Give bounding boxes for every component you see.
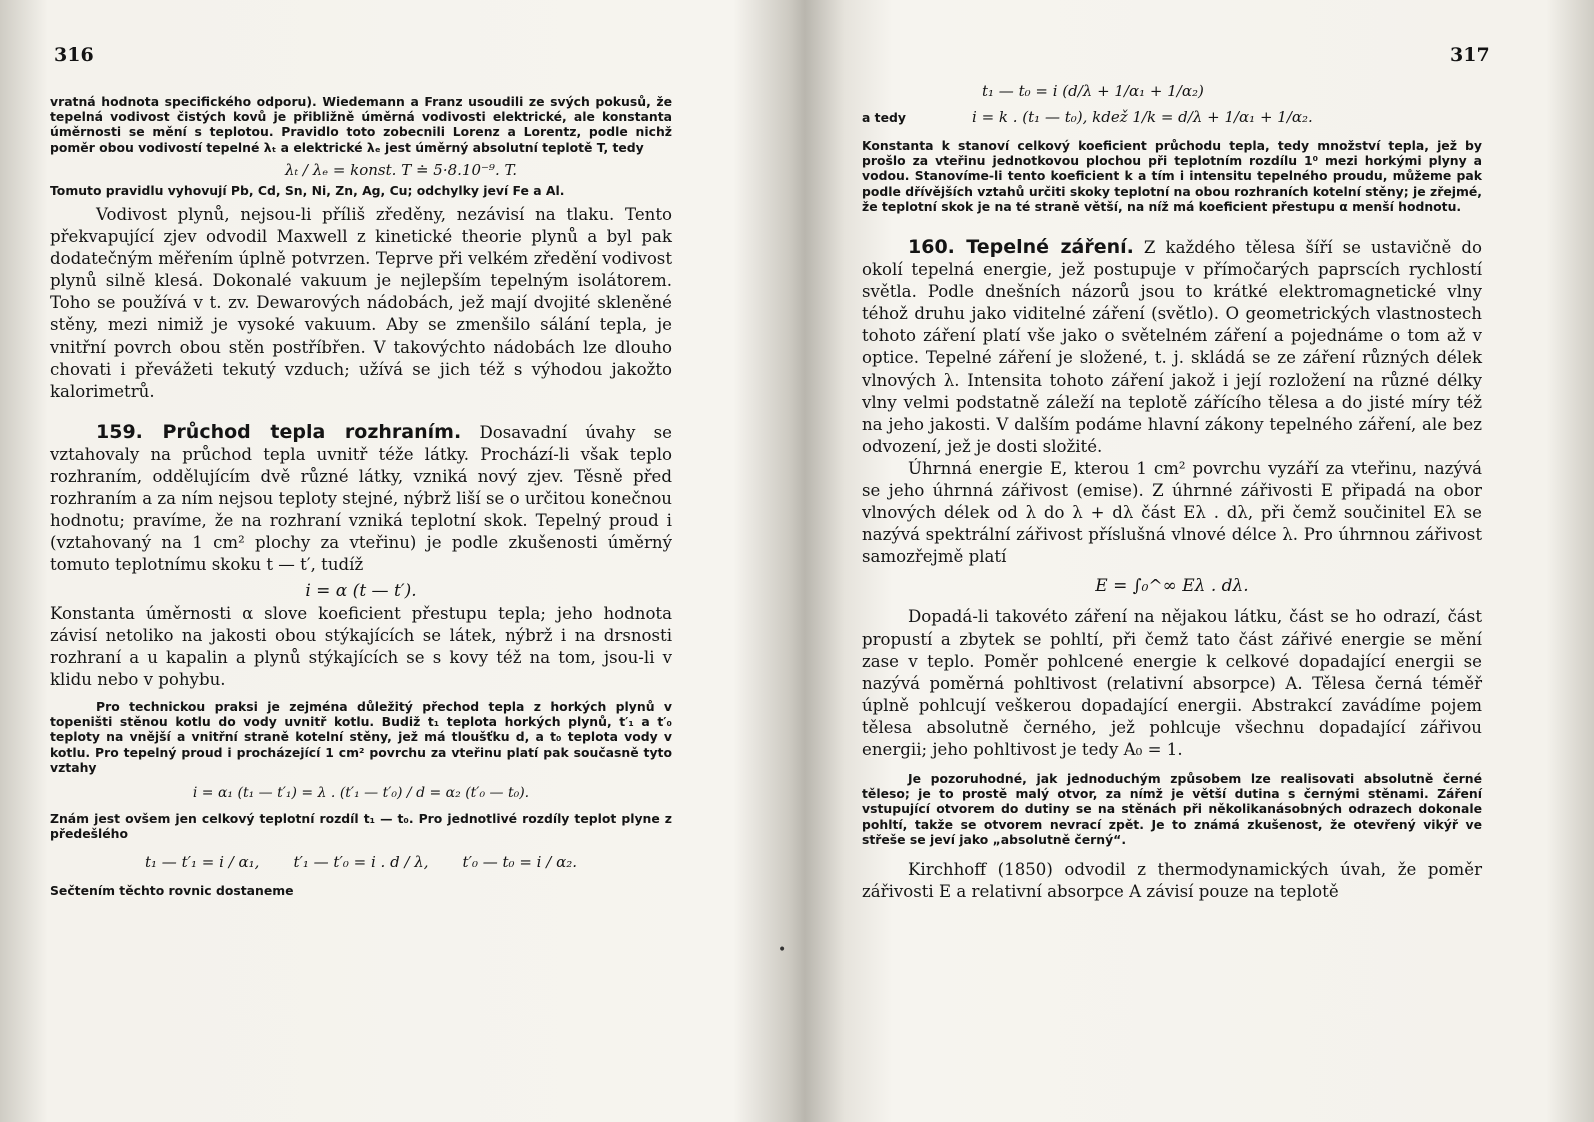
paragraph-gas-conductivity: Vodivost plynů, nejsou-li příliš zředěny, nezávisí na tlaku. Tento překvapující zjev odvodil Maxwell z kinetické theorie plynů a byl pak dodatečným měřením úplně potvrzen. Teprve při velkém zředění vodivost plynů silně klesá. Dokonalé vakuum je nejlepším tepelným isolátorem. Toho se používá v t. zv. Dewarových nádobách, jež mají dvojité skleněné stěny, mezi nimiž je vysoké vakuum. Aby se zmenšilo sálání tepla, je vnitřní povrch obou stěn postříbřen. V takovýchto nádobách lze dlouho chovati i převážeti tekutý vzduch; užívá se jich též s výhodou jakožto kalorimetrů.: [50, 205, 672, 401]
text-a-tedy: a tedy: [862, 109, 906, 125]
formula-total-coefficient: i = k . (t₁ — t₀), kdež 1/k = d/λ + 1/α₁ + 1/α₂.: [972, 108, 1313, 126]
left-page-text: [50, 94, 672, 899]
paragraph-absorption: Dopadá-li takovéto záření na nějakou látku, část se ho odrazí, část propustí a zbytek se pohltí, při čemž tato část zářivé energie se mění zase v teplo. Poměr pohlcené energie k celkové dopadající energii se nazývá poměrná pohltivost (relativní absorpce) A. Tělesa černá téměř úplně pohlcují veškerou dopadající energii. Abstrakcí zavádíme pojem tělesa absolutně černého, jež pohlcuje všechnu dopadající zářivou energii; jeho pohltivost je tedy A₀ = 1.: [862, 607, 1482, 759]
paragraph-transfer-coefficient: Konstanta úměrnosti α slove koeficient přestupu tepla; jeho hodnota závisí netoliko na jakosti obou stýkajících se látek, nýbrž i na drsnosti rozhraní a u kapalin a plynů stýkajících se s kovy též na tom, jsou-li v klidu nebo v pohybu.: [50, 603, 672, 689]
formula-boiler-system: i = α₁ (t₁ — t′₁) = λ . (t′₁ — t′₀) / d = α₂ (t′₀ — t₀).: [192, 784, 530, 801]
formula-total-difference: t₁ — t₀ = i (d/λ + 1/α₁ + 1/α₂): [982, 82, 1204, 100]
section-heading-160: 160. Tepelné záření.: [908, 236, 1134, 259]
right-page: [790, 0, 1594, 1122]
formula-differences-row: [50, 853, 672, 871]
formula-k-row: [862, 108, 1482, 126]
section-heading-159: 159. Průchod tepla rozhraním.: [96, 420, 462, 443]
right-page-text: [862, 82, 1482, 903]
formula-difference: t′₁ — t′₀ = i . d / λ,: [293, 853, 429, 872]
paragraph-section-159: [50, 421, 672, 577]
paragraph-kirchhoff: Kirchhoff (1850) odvodil z thermodynamických úvah, že poměr zářivosti E a relativní absorpce A závisí pouze na teplotě: [862, 860, 1482, 902]
paragraph-interface-text: Dosavadní úvahy se vztahovaly na průchod tepla uvnitř téže látky. Prochází-li však teplo rozhraním, oddělujícím dvě různé látky, vzniká nový zjev. Těsně před rozhraním a za ním nejsou teploty stejné, nýbrž liší se o určitou konečnou hodnotu; pravíme, že na rozhraní vzniká teplotní skok. Tepelný proud i (vztahovaný na 1 cm² plochy za vteřinu) je podle zkušenosti úměrný tomuto teplotnímu skoku t — t′, tudíž: [50, 422, 672, 575]
paragraph-black-body: Je pozoruhodné, jak jednoduchým způsobem lze realisovati absolutně černé těleso; je to prostě malý otvor, za nímž je větší dutina s černými stěnami. Záření vstupující otvorem do dutiny se na stěnách při několikanásobných odrazech dokonale pohltí, takže se otvorem nevrací zpět. Je to známá zkušenost, že otevřený vikýř ve střeše se jeví jako „absolutně černý“.: [862, 771, 1482, 847]
paragraph-total-coefficient: Konstanta k stanoví celkový koeficient průchodu tepla, tedy množství tepla, jež by prošlo za vteřinu jednotkovou plochou při teplotním rozdílu 1⁰ mezi horkými plyny a vodou. Stanovíme-li tento koeficient k a tím i intensitu tepelného proudu, můžeme pak podle dřívějších vztahů určiti skoky teplotní na obou rozhraních kotelní stěny; je zřejmé, že teplotní skok je na té straně větší, na níž má koeficient přestupu α menší hodnotu.: [862, 138, 1482, 214]
paragraph-boiler: Pro technickou praksi je zejména důležitý přechod tepla z horkých plynů v topeništi stěnou kotlu do vody uvnitř kotlu. Budiž t₁ teplota horkých plynů, t′₁ a t′₀ teploty na vnější a vnitřní straně kotelní stěny, jež má tloušťku d, a t₀ teplota vody v kotlu. Pro tepelný proud i procházející 1 cm² povrchu za vteřinu platí pak současně tyto vztahy: [50, 698, 672, 775]
gutter-mark: •: [778, 942, 787, 958]
page-number: 316: [54, 44, 94, 66]
formula-difference: t₁ — t′₁ = i / α₁,: [145, 853, 260, 872]
formula-transfer-coefficient: i = α (t — t′).: [305, 580, 417, 601]
paragraph-section-160: [862, 236, 1482, 458]
page-number: 317: [1450, 44, 1490, 66]
left-page: [0, 0, 760, 1122]
paragraph-thermal-radiation: Z každého tělesa šíří se ustavičně do okolí tepelná energie, jež postupuje v přímočarých paprscích rychlostí světla. Podle dnešních názorů jsou to krátké elektromagnetické vlny téhož druhu jako viditelné záření (světlo). O geometrických vlastnostech tohoto záření platí vše jako o světelném záření a pojednáme o tom až v optice. Tepelné záření je složené, t. j. skládá se ze záření různých délek vlnových λ. Intensita tohoto záření jakož i její rozložení na různé délky vlny velmi podstatně záleží na teplotě zářícího tělesa a do jisté míry též na jeho jakosti. V dalším podáme hlavní zákony tepelného záření, ale bez odvození, jež je dosti složité.: [862, 238, 1482, 456]
formula-difference: t′₀ — t₀ = i / α₂.: [462, 853, 577, 872]
paragraph-emissivity: Úhrnná energie E, kterou 1 cm² povrchu vyzáří za vteřinu, nazývá se jeho úhrnná zářivost (emise). Z úhrnné zářivosti E připadá na obor vlnových délek od λ do λ + dλ část Eλ . dλ, při čemž součinitel Eλ se nazývá spektrální zářivost příslušná vlnové délce λ. Pro úhrnnou zářivost samozřejmě platí: [862, 458, 1482, 567]
paragraph-temperature-differences: Znám jest ovšem jen celkový teplotní rozdíl t₁ — t₀. Pro jednotlivé rozdíly teplot plyne z předešlého: [50, 810, 672, 842]
paragraph-wiedemann-franz: vratná hodnota specifického odporu). Wiedemann a Franz usoudili ze svých pokusů, že tepelná vodivost čistých kovů je přibližně úměrná vodivosti elektrické, ale konstanta úměrnosti se mění s teplotou. Pravidlo toto zobecnili Lorenz a Lorentz, podle nichž poměr obou vodivostí tepelné λₜ a elektrické λₑ jest úměrný absolutní teplotě T, tedy: [50, 94, 672, 155]
paragraph-summation: Sečtením těchto rovnic dostaneme: [50, 883, 294, 899]
formula-lorenz: λₜ / λₑ = konst. T ≐ 5·8.10⁻⁹. T.: [284, 160, 518, 179]
paragraph-metals: Tomuto pravidlu vyhovují Pb, Cd, Sn, Ni, Zn, Ag, Cu; odchylky jeví Fe a Al.: [50, 182, 565, 198]
formula-integral: E = ∫₀^∞ Eλ . dλ.: [1095, 576, 1249, 597]
